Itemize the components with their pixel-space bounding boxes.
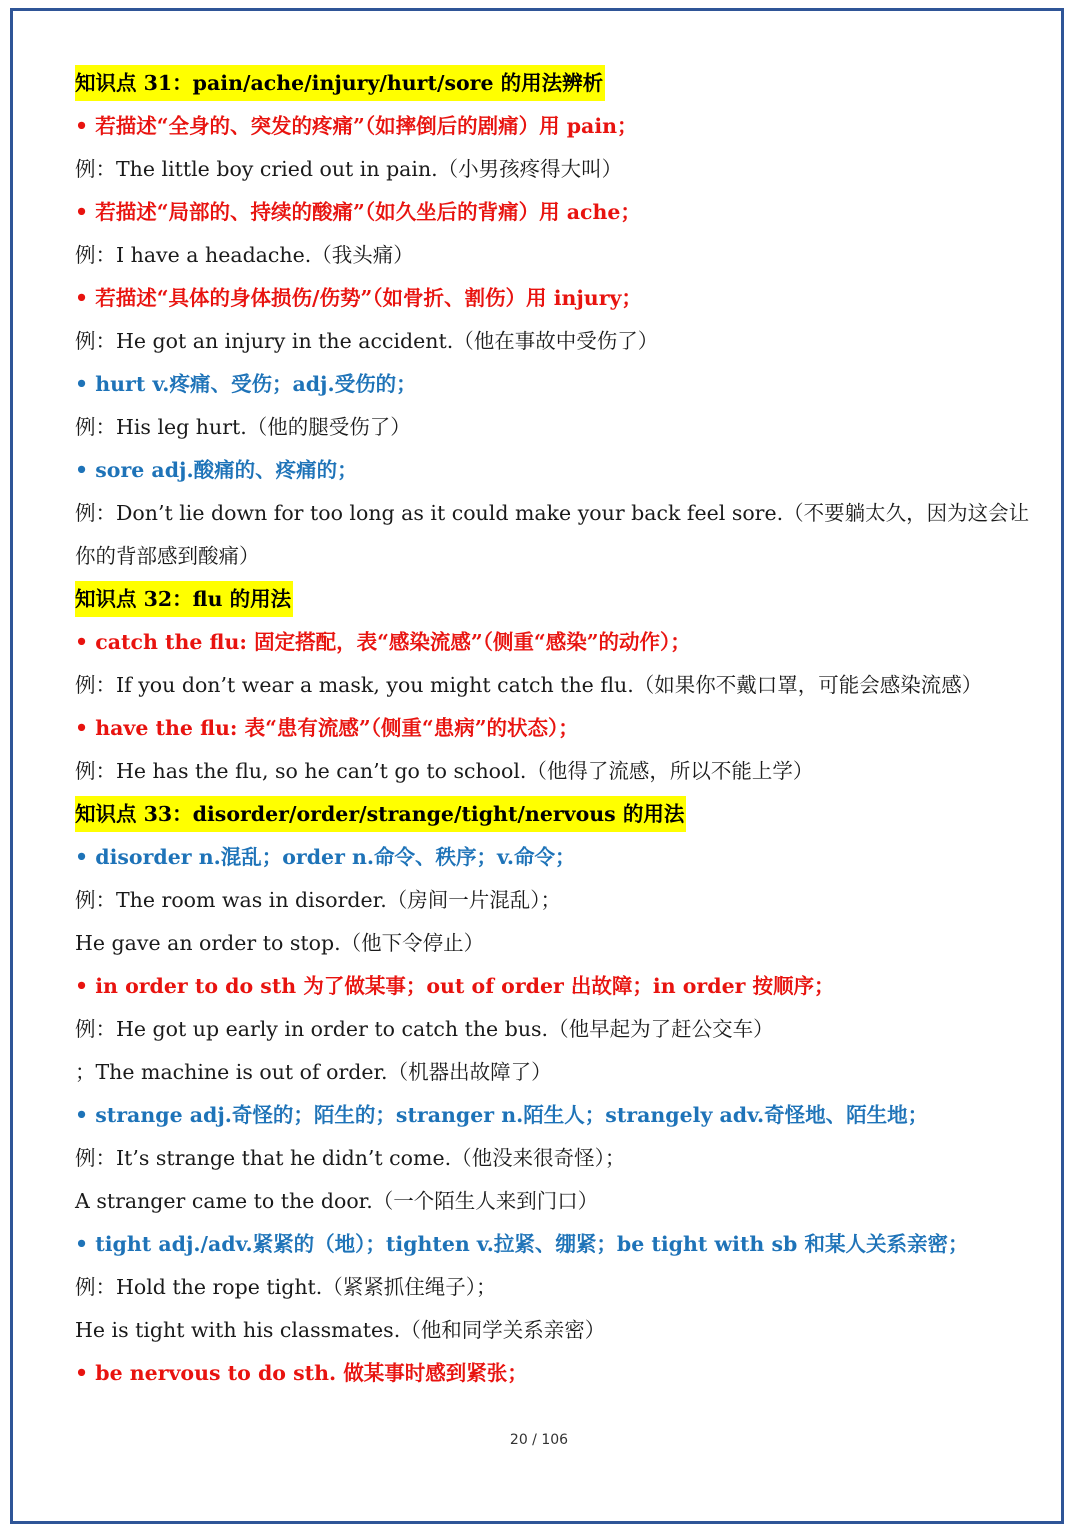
section-heading-31: 知识点 31：pain/ache/injury/hurt/sore 的用法辨析 (75, 62, 1035, 105)
example-tight: 例：Hold the rope tight.（紧紧抓住绳子）； (75, 1275, 497, 1299)
section-heading-32: 知识点 32：flu 的用法 (75, 578, 1035, 621)
example-catch-the-flu: 例：If you don’t wear a mask, you might catch the flu.（如果你不戴口罩，可能会感染流感） (75, 673, 983, 697)
example-out-of-order: ；The machine is out of order.（机器出故障了） (75, 1060, 552, 1084)
document-body (75, 62, 1035, 1395)
rule-disorder-order: • disorder n.混乱；order n.命令、秩序；v.命令； (75, 845, 576, 869)
example-ache: 例：I have a headache.（我头痛） (75, 243, 414, 267)
example-strange: 例：It’s strange that he didn’t come.（他没来很奇怪）； (75, 1146, 626, 1170)
rule-in-order-to: • in order to do sth 为了做某事；out of order 出故障；in order 按顺序； (75, 974, 835, 998)
rule-strange: • strange adj.奇怪的；陌生的；stranger n.陌生人；strangely adv.奇怪地、陌生地； (75, 1103, 929, 1127)
rule-catch-the-flu: • catch the flu: 固定搭配，表“感染流感”（侧重“感染”的动作）； (75, 630, 691, 654)
example-sore: 例：Don’t lie down for too long as it could make your back feel sore.（不要躺太久，因为这会让你的背部感到酸痛） (75, 501, 1030, 568)
example-stranger: A stranger came to the door.（一个陌生人来到门口） (75, 1189, 599, 1213)
page-number: 20 / 106 (509, 1432, 569, 1448)
example-tight-with: He is tight with his classmates.（他和同学关系亲密） (75, 1318, 606, 1342)
example-pain: 例：The little boy cried out in pain.（小男孩疼得大叫） (75, 157, 623, 181)
rule-tight: • tight adj./adv.紧紧的（地）；tighten v.拉紧、绷紧；be tight with sb 和某人关系亲密； (75, 1232, 969, 1256)
example-order: He gave an order to stop.（他下令停止） (75, 931, 485, 955)
section-heading-33: 知识点 33：disorder/order/strange/tight/nervous 的用法 (75, 793, 1035, 836)
rule-nervous: • be nervous to do sth. 做某事时感到紧张； (75, 1361, 528, 1385)
rule-sore: • sore adj.酸痛的、疼痛的； (75, 458, 358, 482)
example-have-the-flu: 例：He has the flu, so he can’t go to school.（他得了流感，所以不能上学） (75, 759, 814, 783)
rule-hurt: • hurt v.疼痛、受伤；adj.受伤的； (75, 372, 417, 396)
rule-ache: • 若描述“局部的、持续的酸痛”（如久坐后的背痛）用 ache； (75, 200, 641, 224)
example-injury: 例：He got an injury in the accident.（他在事故中受伤了） (75, 329, 659, 353)
example-in-order-to: 例：He got up early in order to catch the bus.（他早起为了赶公交车） (75, 1017, 774, 1041)
example-hurt: 例：His leg hurt.（他的腿受伤了） (75, 415, 411, 439)
example-disorder: 例：The room was in disorder.（房间一片混乱）； (75, 888, 561, 912)
rule-have-the-flu: • have the flu: 表“患有流感”（侧重“患病”的状态）； (75, 716, 579, 740)
rule-injury: • 若描述“具体的身体损伤/伤势”（如骨折、割伤）用 injury； (75, 286, 642, 310)
rule-pain: • 若描述“全身的、突发的疼痛”（如摔倒后的剧痛）用 pain； (75, 114, 638, 138)
